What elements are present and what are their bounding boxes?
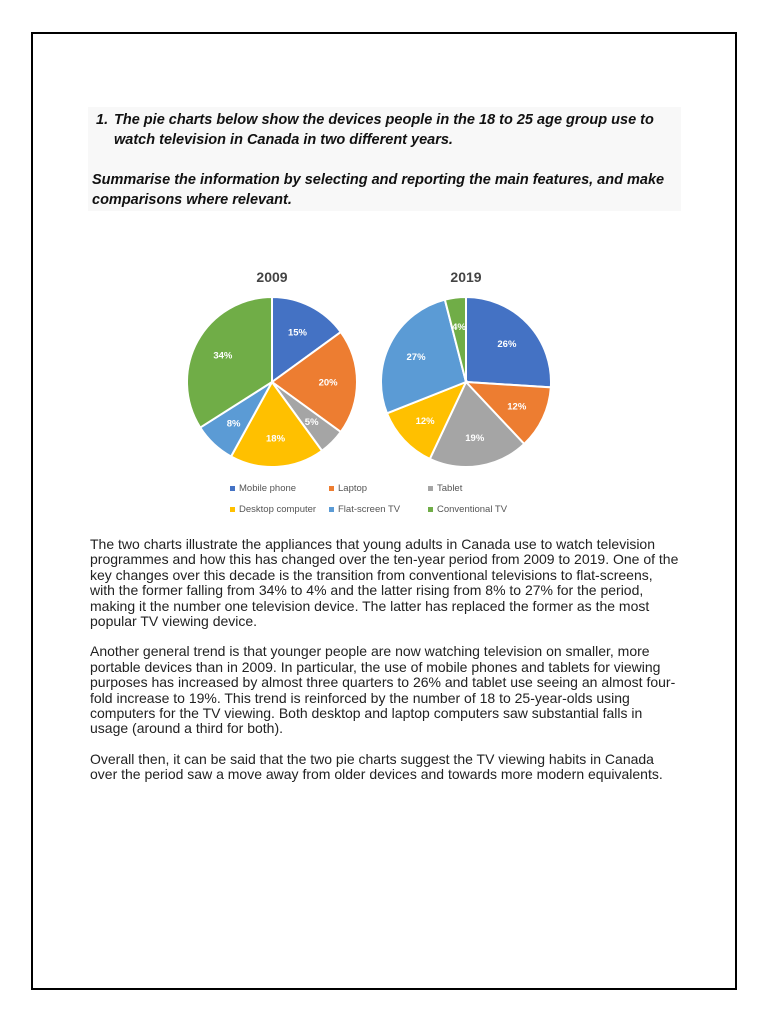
essay-paragraph-3: Overall then, it can be said that the two pie charts suggest the TV viewing habits in Canada over the period saw a move away from older devices and towards more modern equivalents. <box>90 750 663 783</box>
task-box <box>88 107 681 211</box>
legend-label-3: Desktop computer <box>239 504 317 515</box>
pie-charts-figure <box>188 262 578 532</box>
pie-label-2019-4: 27% <box>406 352 426 364</box>
legend-swatch-4 <box>329 507 334 512</box>
legend-label-5: Conventional TV <box>437 504 508 515</box>
legend-swatch-1 <box>329 486 334 491</box>
essay-paragraph-1: The two charts illustrate the appliances that young adults in Canada use to watch television programmes and how this has changed over the ten-year period from 2009 to 2019. One of the key changes over this decade is the transition from conventional televisions to flat-screens, with the former falling from 34% to 4% and the latter rising from 8% to 27% for the period, making it the number one television device. The latter has replaced the former as the most popular TV viewing device. <box>90 536 679 630</box>
legend-label-1: Laptop <box>338 483 368 494</box>
pie-charts-svg <box>188 262 578 532</box>
pie-label-2009-0: 15% <box>287 327 307 339</box>
pie-label-2009-1: 20% <box>318 377 338 389</box>
pie-label-2009-2: 5% <box>304 417 319 429</box>
legend-label-4: Flat-screen TV <box>338 504 401 515</box>
legend-label-0: Mobile phone <box>239 483 297 494</box>
task-number: 1. <box>96 112 109 128</box>
pie-label-2009-5: 34% <box>213 350 233 362</box>
pie-label-2019-5: 4% <box>452 321 466 333</box>
pie-label-2019-1: 12% <box>507 401 527 413</box>
legend-swatch-3 <box>230 507 235 512</box>
legend-label-2: Tablet <box>437 483 463 494</box>
pie-label-2019-2: 19% <box>465 432 485 444</box>
task-instruction: Summarise the information by selecting and reporting the main features, and make comparisons where relevant. <box>92 172 665 208</box>
legend-swatch-0 <box>230 486 235 491</box>
pie-label-2009-4: 8% <box>226 418 241 430</box>
pie-label-2019-0: 26% <box>497 339 517 351</box>
pie-label-2019-3: 12% <box>415 415 435 427</box>
legend-swatch-2 <box>428 486 433 491</box>
essay-body <box>90 537 680 798</box>
pie-label-2009-3: 18% <box>266 433 286 445</box>
pie-title-2019: 2019 <box>450 269 482 285</box>
task-question <box>92 110 694 150</box>
pie-title-2009: 2009 <box>256 269 288 285</box>
legend-swatch-5 <box>428 507 433 512</box>
task-question-text: The pie charts below show the devices people in the 18 to 25 age group use to watch television in Canada in two different years. <box>114 112 654 148</box>
essay-paragraph-2: Another general trend is that younger people are now watching television on smaller, more portable devices than in 2009. In particular, the use of mobile phones and tablets for viewing purposes has increased by almost three quarters to 26% and tablet use seeing an almost four-fold increase to 19%. This trend is reinforced by the number of 18 to 25-year-olds using computers for the TV viewing. Both desktop and laptop computers saw substantial falls in usage (around a third for both). <box>90 643 676 737</box>
